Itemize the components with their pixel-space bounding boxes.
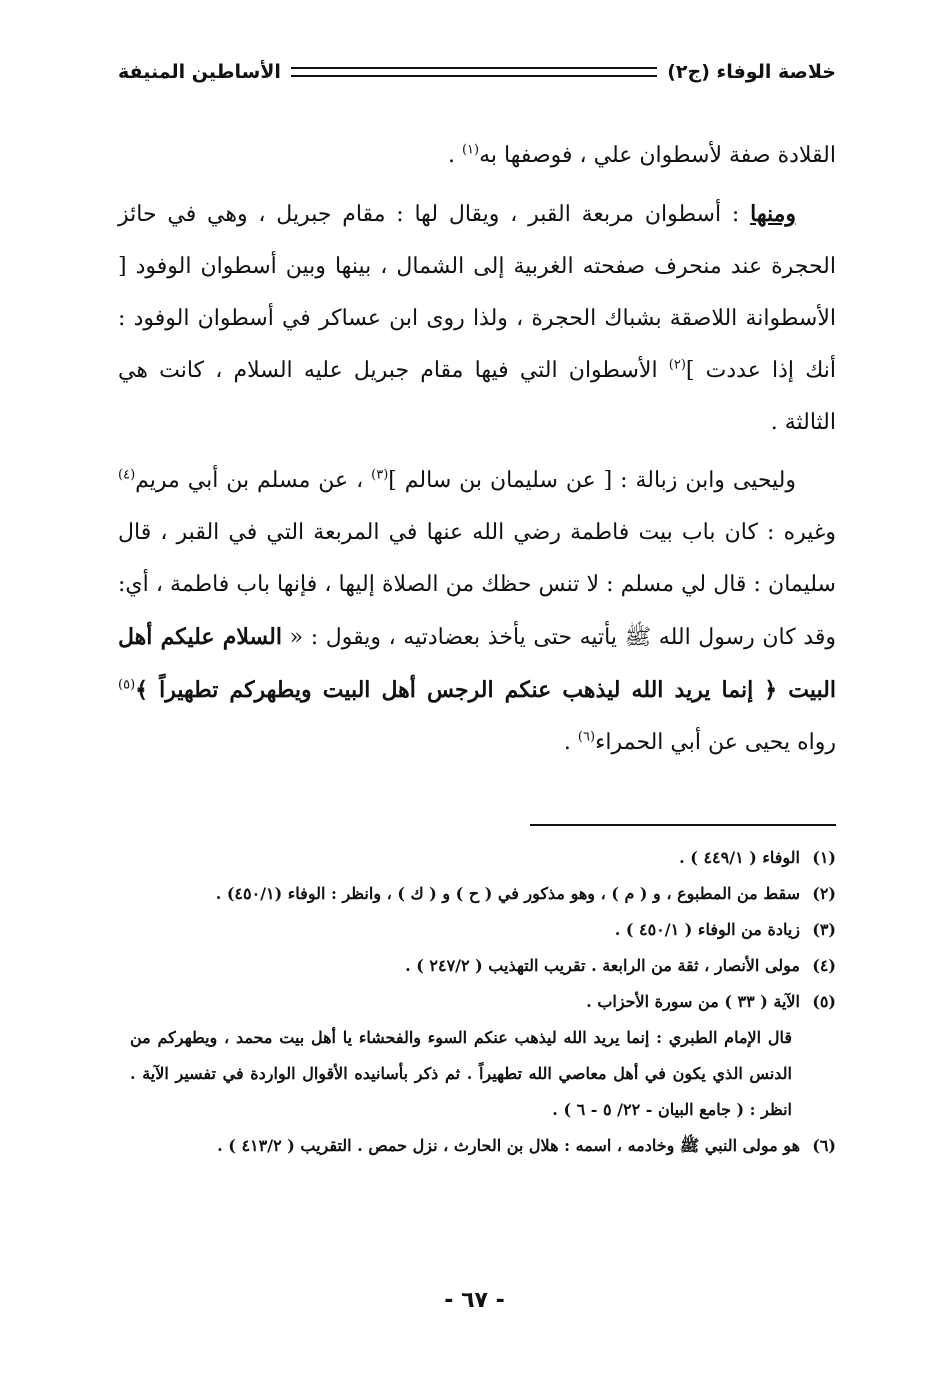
paragraph-3-text-3: وغيره : كان باب بيت فاطمة رضي الله عنها في المربعة التي في القبر ، قال سليمان : قال لي مسلم : لا تنس حظك من الصلاة إليها ، فإنها باب فاطمة ، أي: وقد كان رسول الله ﷺ يأتيه حتى يأخذ بعضادتيه ، ويقول : «: [118, 520, 836, 650]
footnote-5-commentary: قال الإمام الطبري : إنما يريد الله ليذهب عنكم السوء والفحشاء يا أهل بيت محمد ، ويطهركم من الدنس الذي يكون في أهل معاصي الله تطهيراً . ثم ذكر بأسانيده الأقوال الواردة في تفسير الآية . انظر : ( جامع البيان - ٢٢/ ٥ - ٦ ) .: [130, 1028, 792, 1119]
footnote-2-text: سقط من المطبوع ، و ( م ) ، وهو مذكور في ( ح ) و ( ك ) ، وانظر : الوفاء (٤٥٠/١) .: [215, 884, 800, 903]
footnote-3-text: زيادة من الوفاء ( ٤٥٠/١ ) .: [614, 920, 800, 939]
footnote-4: [130, 948, 836, 984]
paragraph-1: [118, 130, 836, 182]
page-number: - ٦٧ -: [444, 1288, 505, 1313]
footnote-5-number: (٥): [812, 992, 836, 1011]
greeting-bold: السلام عليكم أهل البيت: [118, 624, 836, 703]
footnote-4-number: (٤): [812, 956, 836, 975]
paragraph-3: [118, 455, 836, 769]
header-section-title: الأساطين المنيفة: [118, 61, 281, 83]
paragraph-3-text-4: رواه يحيى عن أبي الحمراء: [595, 730, 836, 755]
running-header: [118, 52, 836, 92]
paragraph-3-text-2: ، عن مسلم بن أبي مريم: [135, 468, 372, 493]
paragraph-3-end: .: [563, 730, 578, 755]
paragraph-2-lead: ومنها: [750, 201, 796, 227]
footnote-ref-3: (٣): [371, 467, 389, 483]
quran-verse: ﴿ إنما يريد الله ليذهب عنكم الرجس أهل البيت ويطهركم تطهيراً ﴾: [135, 677, 789, 703]
footnote-3-number: (٣): [812, 920, 836, 939]
footnote-ref-5: (٥): [118, 677, 136, 693]
paragraph-3-text-1: وليحيى وابن زبالة : [ عن سليمان بن سالم ]: [388, 468, 797, 493]
footnote-2: [130, 876, 836, 912]
paragraph-1-end: .: [447, 143, 462, 168]
header-book-title: خلاصة الوفاء (ج٢): [667, 61, 836, 83]
main-text: [118, 130, 836, 775]
footnote-5-text: الآية ( ٣٣ ) من سورة الأحزاب .: [586, 992, 800, 1011]
footnote-6: [130, 1128, 836, 1164]
footnote-ref-4: (٤): [118, 467, 136, 483]
footnote-ref-1: (١): [461, 142, 480, 158]
footnote-2-number: (٢): [812, 884, 836, 903]
paragraph-2-text-1: : أسطوان مربعة القبر ، ويقال لها : مقام جبريل ، وهي في حائز الحجرة عند منحرف صفحته الغربية إلى الشمال ، بينها وبين أسطوان الوفود [ الأسطوانة اللاصقة بشباك الحجرة ، ولذا روى ابن عساكر في أسطوان الوفود : أنك إذا عددت ]: [118, 202, 836, 383]
footnotes: [130, 840, 836, 1164]
footnote-5: [130, 984, 836, 1020]
footnote-4-text: مولى الأنصار ، ثقة من الرابعة . تقريب التهذيب ( ٢٤٧/٢ ) .: [405, 956, 800, 975]
header-rule: [291, 67, 657, 77]
paragraph-1-text: القلادة صفة لأسطوان علي ، فوصفها به: [479, 143, 836, 168]
footnote-1-text: الوفاء ( ٤٤٩/١ ) .: [679, 848, 800, 867]
footnote-1: [130, 840, 836, 876]
footnote-ref-6: (٦): [577, 729, 596, 745]
footnote-6-text: هو مولى النبي ﷺ وخادمه ، اسمه : هلال بن الحارث ، نزل حمص . التقريب ( ٤١٣/٢ ) .: [217, 1136, 800, 1155]
footnote-3: [130, 912, 836, 948]
footnote-separator: [530, 824, 836, 826]
paragraph-2-text-2: الأسطوان التي فيها مقام جبريل عليه السلام ، كانت هي الثالثة .: [118, 358, 836, 435]
footnote-1-number: (١): [812, 848, 836, 867]
footnote-ref-2: (٢): [668, 357, 686, 373]
paragraph-2: [118, 188, 836, 449]
footnote-6-number: (٦): [812, 1136, 836, 1155]
